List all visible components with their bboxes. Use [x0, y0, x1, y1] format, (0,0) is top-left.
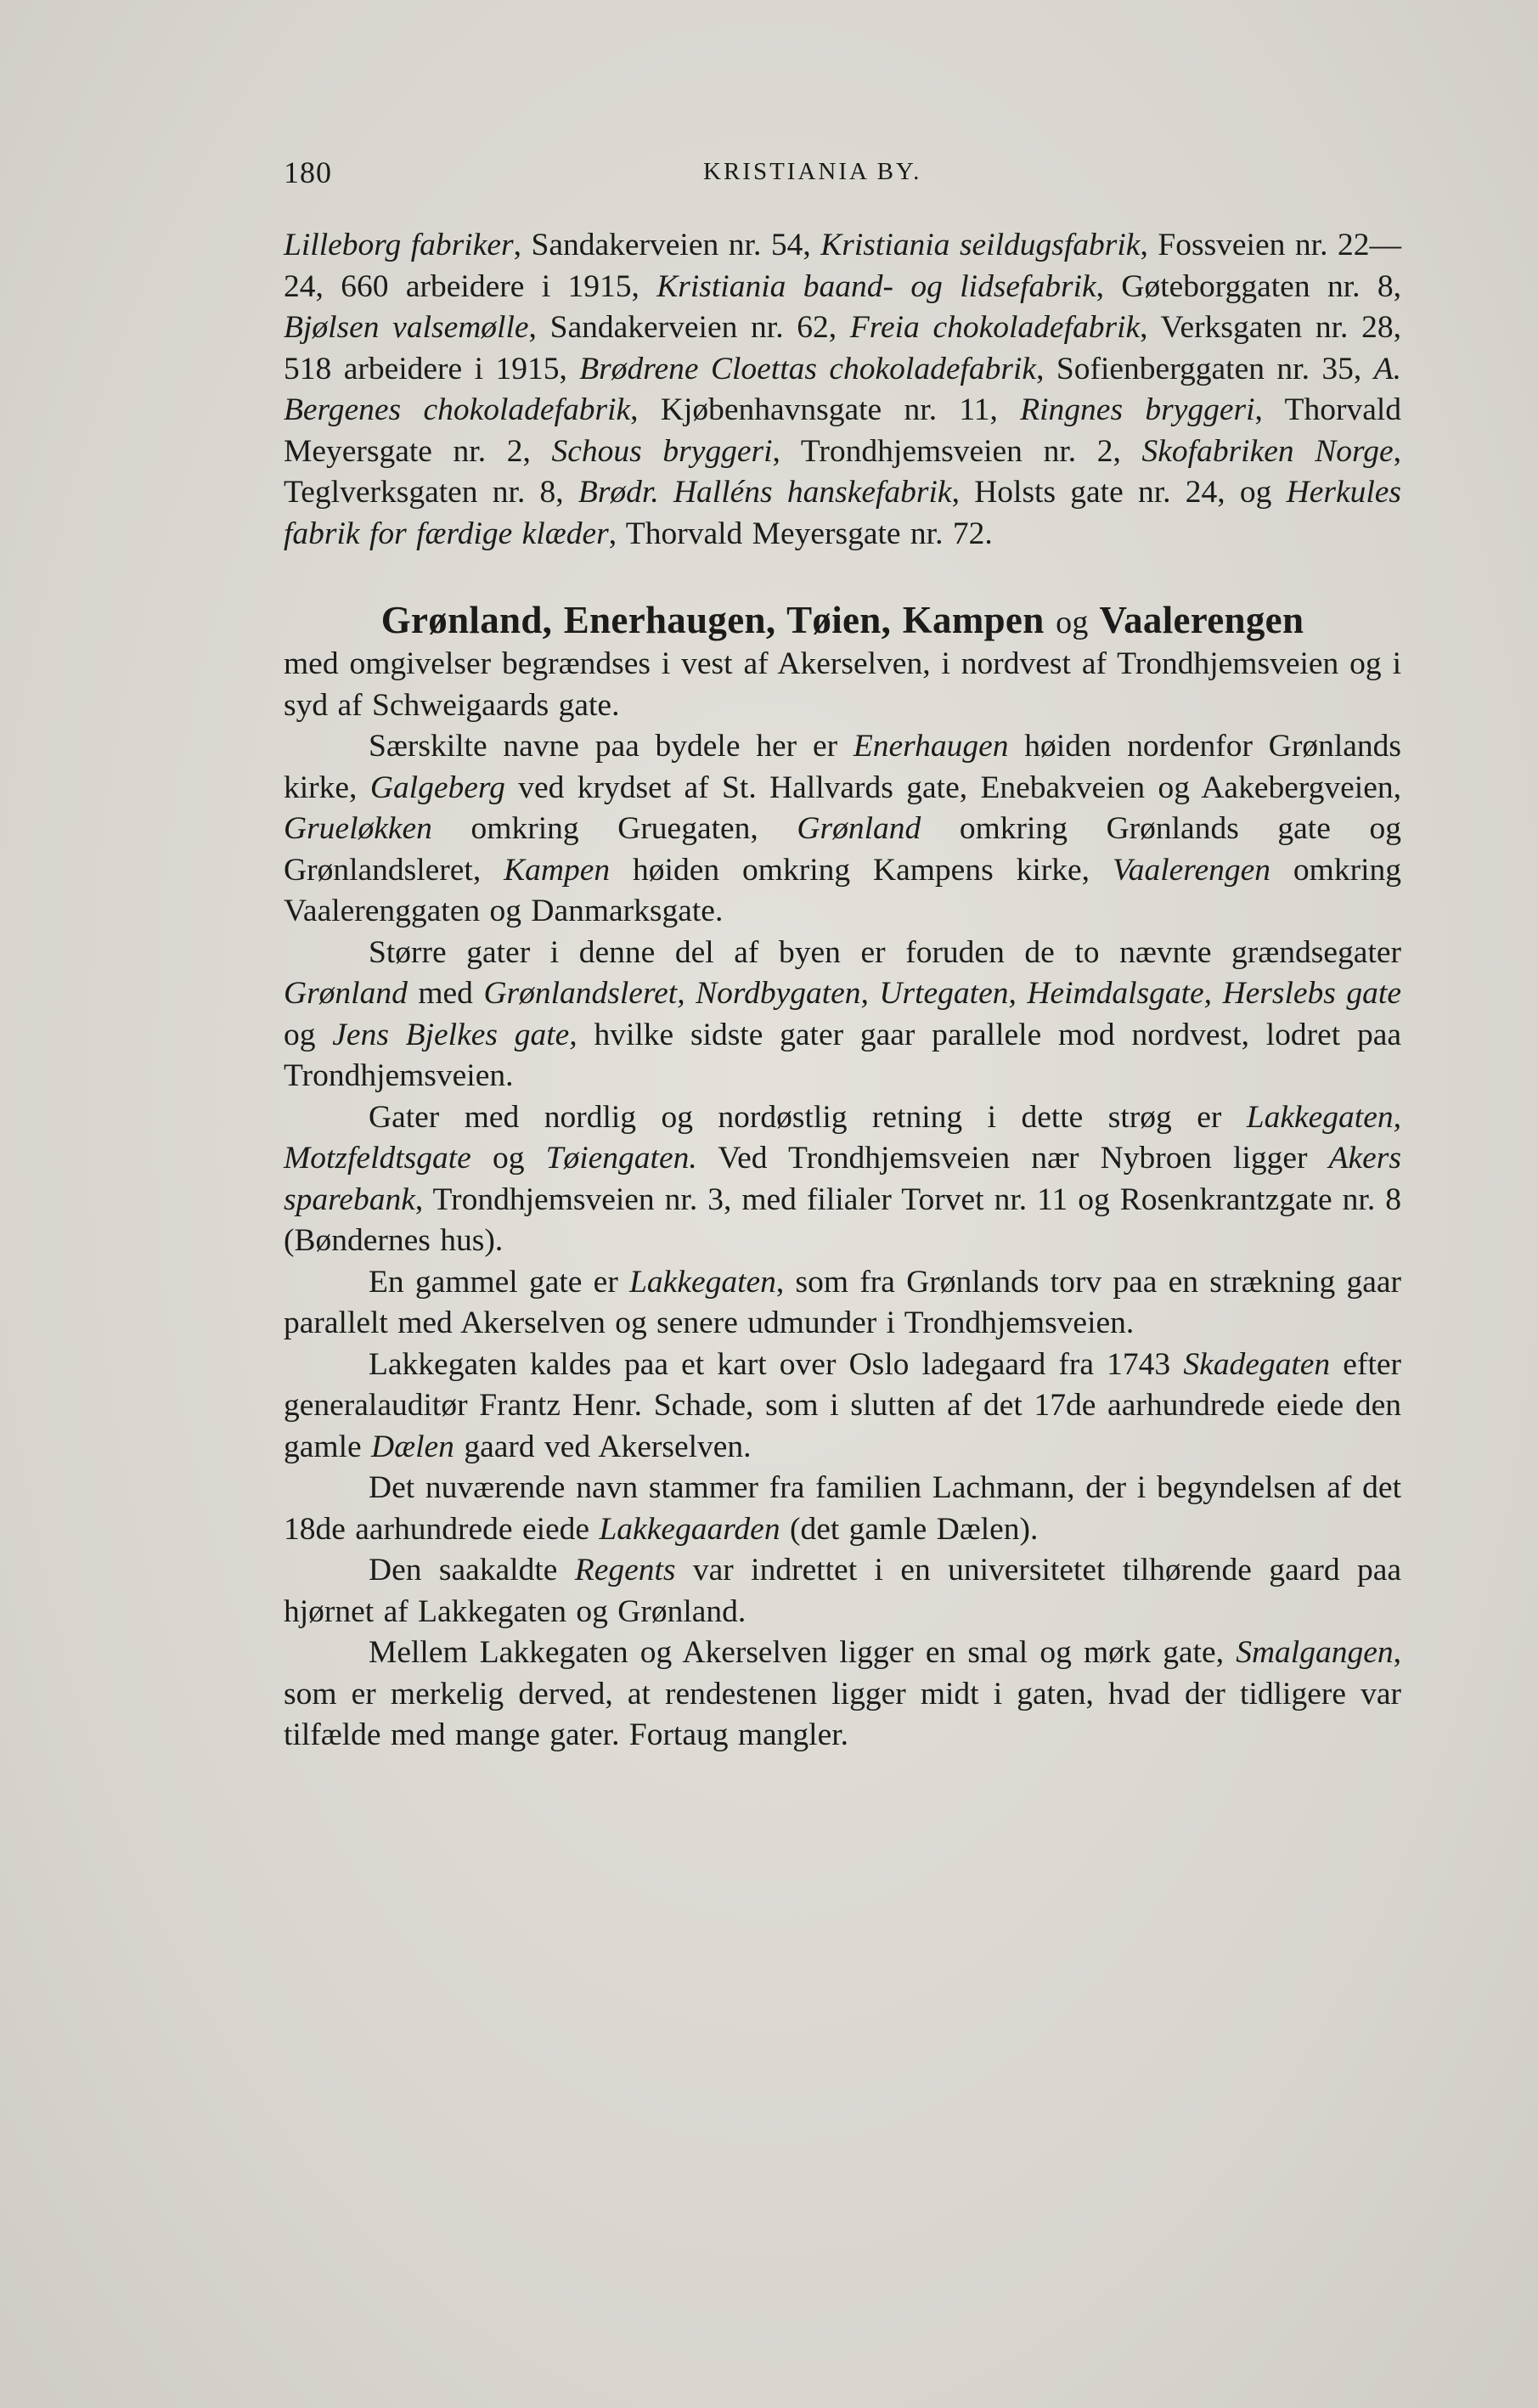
text-run: , Thorvald Meyersgate nr. 2, [284, 392, 1402, 469]
text-run: , Sandakerveien nr. 62, [528, 310, 850, 345]
italic-name: Galgeberg [369, 770, 505, 805]
text-run: omkring Grønlands gate og Grønlandsleret, [284, 811, 1401, 888]
section-heading [284, 599, 1401, 644]
italic-name: Herkules fabrik for færdige klæder [284, 475, 1401, 551]
section-heading-places: Grønland, Enerhaugen, Tøien, Kampen [380, 599, 1045, 641]
page-header [284, 155, 1401, 199]
text-run: hvilke sidste gater gaar parallele mod nordvest, lodret paa Trondhjemsveien. [284, 1017, 1402, 1093]
text-run: , Gøteborggaten nr. 8, [1096, 268, 1401, 304]
text-run: , som er merkelig derved, at rendestenen ligger midt i gaten, hvad der tidligere var tilfælde med mange gater. Fortaug mangler. [284, 1635, 1401, 1752]
italic-name: Vaalerengen [1112, 852, 1270, 888]
italic-name: Lakkegaten, Motzfeldtsgate [284, 1099, 1401, 1176]
text-run: (det gamle Dælen). [780, 1511, 1039, 1547]
section-heading-last-place: Vaalerengen [1099, 599, 1304, 641]
paragraph [284, 1468, 1401, 1550]
text-run: ved krydset af St. Hallvards gate, Enebakveien og Aakebergveien, [504, 770, 1401, 805]
text-run: , som fra Grønlands torv paa en strækning gaar parallelt med Akerselven og senere udmunder i Trondhjemsveien. [284, 1264, 1401, 1340]
italic-name: Ringnes bryggeri [1020, 392, 1255, 427]
italic-name: Lilleborg fabriker [284, 228, 514, 262]
paragraph [284, 1550, 1401, 1633]
text-run: og [470, 1141, 546, 1176]
italic-name: Brødr. Halléns hanskefabrik [577, 475, 952, 510]
italic-name: Grønland [797, 811, 921, 846]
continued-paragraph [284, 225, 1401, 555]
italic-name: Skofabriken Norge [1141, 433, 1394, 469]
paragraph [284, 1633, 1401, 1757]
text-run: , Sofienberggaten nr. 35, [1036, 351, 1374, 386]
text-run: , Sandakerveien nr. 54, [513, 228, 821, 262]
text-run: , Trondhjemsveien nr. 3, med filialer Torvet nr. 11 og Rosenkrantzgate nr. 8 (Bøndernes hus). [284, 1181, 1401, 1258]
paragraph [284, 933, 1401, 1097]
paragraph [284, 726, 1401, 933]
text-run: , Fossveien nr. 22—24, 660 arbeidere i 1915, [284, 228, 1402, 304]
text-run: omkring Gruegaten, [431, 811, 797, 846]
italic-name: Grueløkken [284, 811, 432, 846]
text-run: og [284, 1017, 333, 1052]
italic-name: A. Bergenes chokoladefabrik [284, 351, 1401, 427]
paragraph [284, 1345, 1401, 1469]
italic-name: Smalgangen [1236, 1635, 1394, 1670]
italic-name: Kampen [504, 852, 611, 888]
italic-name: Regents [574, 1553, 676, 1587]
text-run: med [407, 976, 484, 1011]
text-run: , Verksgaten nr. 28, 518 arbeidere i 1915, [284, 310, 1401, 386]
text-run: høiden omkring Kampens kirke, [610, 852, 1113, 888]
italic-name: Freia chokoladefabrik [849, 310, 1141, 345]
text-run: , Kjøbenhavnsgate nr. 11, [630, 392, 1021, 427]
text-run: efter generalauditør Frantz Henr. Schade, som i slutten af det 17de aarhundrede eiede den gamle [284, 1346, 1401, 1464]
text-run: Lakkegaten kaldes paa et kart over Oslo ladegaard fra 1743 [369, 1346, 1184, 1382]
text-run: var indrettet i en universitetet tilhørende gaard paa hjørnet af Lakkegaten og Grønland. [284, 1553, 1402, 1629]
text-run: gaard ved Akerselven. [454, 1429, 752, 1464]
section-heading-conjunction: og [1056, 605, 1089, 640]
text-run: , Thorvald Meyersgate nr. 72. [608, 516, 993, 551]
text-run: En gammel gate er [369, 1264, 630, 1300]
italic-name: Akers sparebank [284, 1141, 1401, 1217]
italic-name: Grønland [284, 976, 408, 1011]
body-text [284, 225, 1401, 1757]
text-run: Særskilte navne paa bydele her er [369, 729, 854, 764]
text-run: Det nuværende navn stammer fra familien Lachmann, der i begyndelsen af det 18de aarhundrede eiede [284, 1470, 1401, 1547]
italic-name: Bjølsen valsemølle [284, 310, 529, 345]
italic-name: Dælen [371, 1429, 454, 1464]
text-run: Mellem Lakkegaten og Akerselven ligger en smal og mørk gate, [369, 1635, 1237, 1670]
text-run: , Teglverksgaten nr. 8, [284, 433, 1401, 510]
italic-name: Grønlandsleret, Nordbygaten, Urtegaten, Heimdalsgate, Herslebs gate [483, 976, 1401, 1011]
paragraph [284, 1262, 1401, 1345]
italic-name: Kristiania seildugsfabrik [820, 228, 1141, 262]
text-run: Større gater i denne del af byen er foruden de to nævnte grændsegater [369, 934, 1401, 970]
page-number: 180 [284, 155, 332, 189]
text-run: Den saakaldte [369, 1553, 575, 1587]
running-title: KRISTIANIA BY. [703, 158, 922, 185]
italic-name: Lakkegaten [629, 1264, 776, 1300]
text-run: høiden nordenfor Grønlands kirke, [284, 729, 1401, 805]
italic-name: Skadegaten [1183, 1346, 1331, 1382]
italic-name: Kristiania baand- og lidsefabrik [656, 268, 1096, 304]
text-run: Gater med nordlig og nordøstlig retning i dette strøg er [369, 1099, 1247, 1135]
text-run: , Holsts gate nr. 24, og [951, 475, 1287, 510]
italic-name: Lakkegaarden [599, 1511, 780, 1547]
italic-name: Enerhaugen [853, 729, 1009, 764]
italic-name: Brødrene Cloettas chokoladefabrik [579, 351, 1037, 386]
text-run: , Trondhjemsveien nr. 2, [772, 433, 1142, 469]
italic-name: Jens Bjelkes gate, [332, 1017, 577, 1052]
text-run: omkring Vaalerenggaten og Danmarksgate. [284, 852, 1401, 928]
italic-name: Tøiengaten. [545, 1141, 697, 1176]
italic-name: Schous bryggeri [551, 433, 773, 469]
text-run: Ved Trondhjemsveien nær Nybroen ligger [696, 1141, 1329, 1176]
section-intro: med omgivelser begrændses i vest af Akerselven, i nordvest af Trondhjemsveien og i syd af Schweigaards gate. [284, 646, 1401, 723]
paragraph [284, 1097, 1401, 1262]
